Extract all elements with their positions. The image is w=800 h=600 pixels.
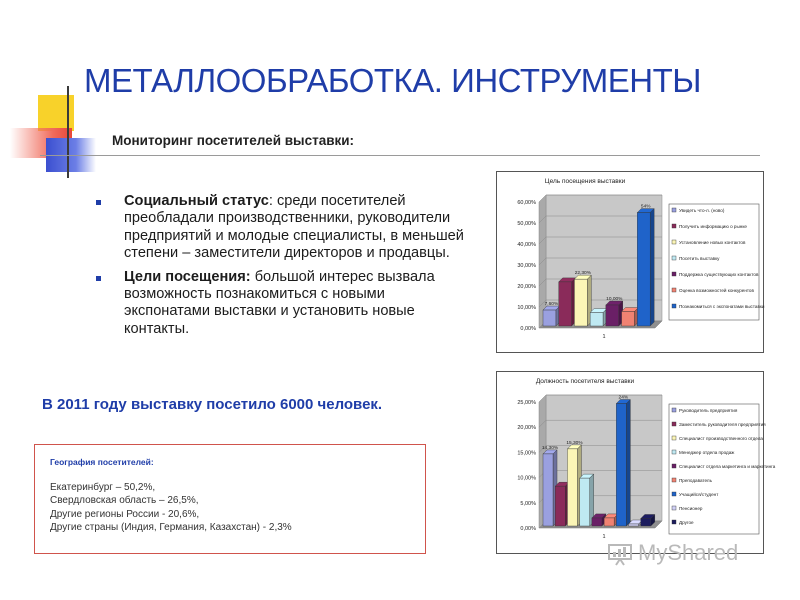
bar (637, 213, 650, 326)
legend-swatch (672, 478, 676, 482)
y-tick-label: 15,00% (517, 450, 536, 457)
geography-line: Другие регионы России - 20,6%, (50, 508, 200, 520)
chart-visit-purpose (496, 171, 764, 353)
bar (580, 478, 590, 526)
legend-entry: Познакомиться с экспонатами выставки (679, 304, 765, 309)
legend-box (669, 204, 759, 320)
legend-entry: Поддержка существующих контактов (679, 272, 759, 277)
bar-side (650, 209, 654, 326)
chart-visitor-position-svg (497, 372, 776, 553)
y-tick-label: 20,00% (517, 425, 536, 432)
data-label: 24% (618, 395, 629, 401)
legend-swatch (672, 288, 676, 292)
bar (543, 454, 553, 526)
slide-title: МЕТАЛЛООБРАБОТКА. ИНСТРУМЕНТЫ (84, 62, 701, 99)
legend-swatch (672, 408, 676, 412)
bar (574, 279, 587, 326)
watermark (610, 540, 738, 566)
bullet-text: большой интерес вызвала возможность познакомиться с новыми экспонатами выставки и установить новые контакты. (124, 268, 435, 337)
y-tick-label: 0,00% (520, 526, 536, 532)
data-label: 14,30% (541, 445, 559, 451)
legend-entry: Пенсионер (679, 506, 703, 511)
legend-swatch (672, 436, 676, 440)
bar (592, 518, 602, 526)
y-tick-label: 5,00% (520, 500, 536, 507)
bar (567, 449, 577, 526)
y-tick-label: 10,00% (517, 475, 536, 482)
legend-entry: Преподаватель (679, 478, 712, 483)
chart-title: Цель посещения выставки (544, 178, 626, 185)
legend-entry: Установление новых контактов (679, 240, 746, 245)
bullet-square-icon (96, 200, 101, 205)
bullet-list (96, 193, 466, 344)
watermark-text: MyShared (638, 540, 739, 565)
legend-entry: Увидеть что-л. (ново) (679, 208, 725, 213)
legend-swatch (672, 520, 676, 524)
title-divider-line (40, 155, 760, 156)
legend-swatch (672, 304, 676, 308)
bar (604, 518, 614, 526)
bullet-heading: Цели посещения: (124, 268, 251, 285)
bar (559, 282, 572, 326)
legend-entry: Учащийся/студент (679, 492, 719, 497)
legend-entry: Другое (679, 520, 694, 525)
data-label: 7,60% (544, 302, 559, 308)
watermark-logo-icon (608, 542, 634, 566)
legend-swatch (672, 208, 676, 212)
data-label: 15,30% (566, 440, 583, 446)
y-tick-label: 0,00% (520, 326, 536, 332)
bar (590, 313, 603, 326)
geography-line: Свердловская область – 26,5%, (50, 495, 199, 507)
legend-entry: Посетить выставку (679, 256, 720, 261)
y-tick-label: 10,00% (517, 305, 536, 311)
geography-lines (50, 481, 292, 535)
legend-swatch (672, 422, 676, 426)
bullet-separator: : (268, 193, 277, 209)
legend-swatch (672, 492, 676, 496)
bar (543, 310, 556, 326)
legend-swatch (672, 256, 676, 260)
chart-title: Должность посетителя выставки (535, 378, 635, 385)
bar (606, 305, 619, 326)
y-tick-label: 50,00% (517, 221, 536, 227)
geography-title: География посетителей: (50, 457, 154, 467)
bullet-text: среди посетителей преобладали производственники, руководители предприятий и молодые специалисты, в меньшей степени – заместители директоров и продавцы. (124, 193, 464, 262)
bullet-heading: Социальный статус (124, 193, 269, 209)
data-label: 22,30% (574, 271, 592, 277)
legend-entry: Специалист отдела маркетинга и маркетинга (679, 464, 776, 469)
legend-entry: Менеджер отдела продаж (679, 450, 735, 455)
decorative-vertical-line (67, 86, 69, 178)
legend-entry: Оценка возможностей конкурентов (679, 288, 754, 293)
bar (555, 486, 565, 526)
legend-swatch (672, 240, 676, 244)
geography-line: Екатеринбург – 50,2%, (50, 482, 156, 493)
slide-subtitle: Мониторинг посетителей выставки: (112, 133, 355, 148)
bar (622, 312, 635, 326)
y-tick-label: 25,00% (517, 400, 536, 406)
x-tick-label: 1 (602, 334, 606, 340)
geography-box (34, 444, 426, 554)
legend-entry: Руководитель предприятия (679, 408, 738, 413)
y-tick-label: 30,00% (517, 263, 536, 269)
bullet-square-icon (96, 276, 101, 281)
legend-entry: Получить информацию о рынке (679, 224, 747, 229)
legend-swatch (672, 506, 676, 510)
visitors-note: В 2011 году выставку посетило 6000 человек. (42, 396, 383, 413)
legend-swatch (672, 464, 676, 468)
legend-entry: Заместитель руководителя предприятия (679, 422, 766, 427)
geography-line: Другие страны (Индия, Германия, Казахстан) - 2,3% (50, 522, 292, 534)
data-label: 10,00% (606, 297, 623, 302)
legend-entry: Специалист производственного отдела (679, 436, 763, 441)
chart-visitor-position (496, 371, 776, 554)
legend-swatch (672, 224, 676, 228)
bar-side (626, 400, 630, 526)
bar (616, 404, 626, 526)
bullet-social-status (96, 193, 466, 263)
bar (629, 524, 639, 526)
bullet-visit-goals (96, 269, 466, 339)
y-tick-label: 60,00% (517, 200, 536, 206)
y-tick-label: 20,00% (517, 284, 536, 290)
legend-swatch (672, 272, 676, 276)
bar (641, 518, 651, 526)
x-tick-label: 1 (602, 534, 606, 540)
data-label: 54% (640, 204, 651, 210)
y-tick-label: 40,00% (517, 242, 536, 248)
legend-swatch (672, 450, 676, 454)
chart-visit-purpose-svg (497, 172, 763, 352)
